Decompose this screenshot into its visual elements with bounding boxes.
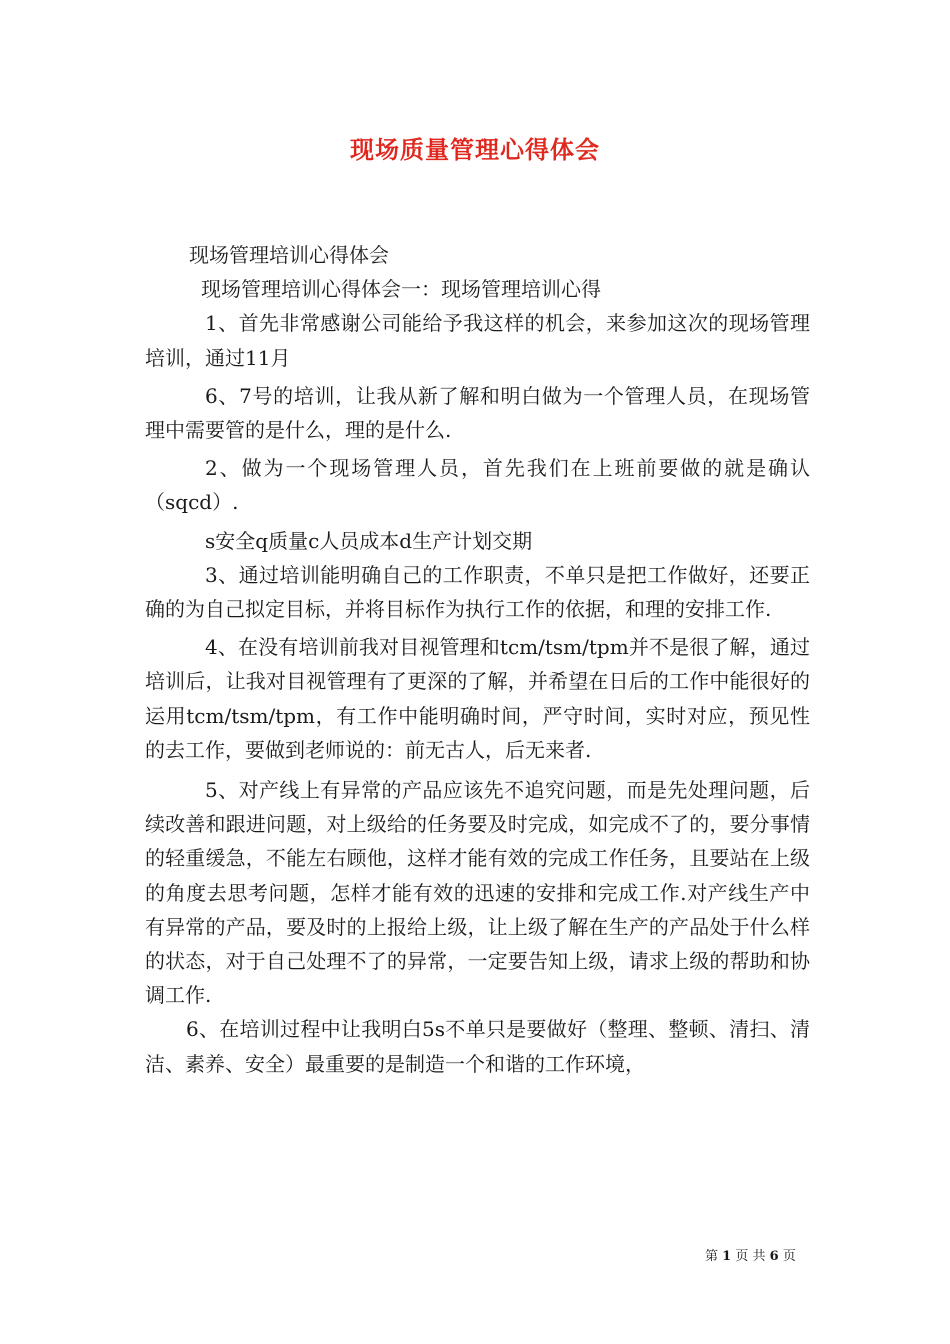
- footer-suffix: 页: [782, 1249, 796, 1264]
- paragraph: 4、在没有培训前我对目视管理和tcm/tsm/tpm并不是很了解，通过培训后，让我对目视管理有了更深的了解，并希望在日后的工作中能很好的运用tcm/tsm/tpm，有工作中能明确时间，严守时间，实时对应，预见性的去工作，要做到老师说的：前无古人，后无来者.: [145, 635, 810, 762]
- footer-middle: 页 共: [735, 1249, 766, 1264]
- paragraph-subtitle: 现场管理培训心得体会: [189, 243, 389, 267]
- paragraph: 6、在培训过程中让我明白5s不单只是要做好（整理、整顿、清扫、清洁、素养、安全）最重要的是制造一个和谐的工作环境，: [145, 1017, 810, 1076]
- paragraph: 6、7号的培训，让我从新了解和明白做为一个管理人员，在现场管理中需要管的是什么，理的是什么.: [145, 383, 810, 443]
- footer-prefix: 第: [705, 1249, 719, 1264]
- document-title: 现场质量管理心得体会: [350, 135, 600, 164]
- paragraph: 1、首先非常感谢公司能给予我这样的机会，来参加这次的现场管理培训，通过11月: [145, 311, 810, 370]
- paragraph: 2、做为一个现场管理人员，首先我们在上班前要做的就是确认（sqcd）.: [145, 456, 810, 515]
- paragraph: 5、对产线上有异常的产品应该先不追究问题，而是先处理问题，后续改善和跟进问题，对上级给的任务要及时完成，如完成不了的，要分事情的轻重缓急，不能左右顾他，这样才能有效的完成工作任务，且要站在上级的角度去思考问题，怎样才能有效的迅速的安排和完成工作.对产线生产中有异常的产品，要及时的上报给上级，让上级了解在生产的产品处于什么样的状态，对于自己处理不了的异常，一定要告知上级，请求上级的帮助和协调工作.: [145, 778, 810, 1008]
- footer-current-page: 1: [722, 1249, 732, 1264]
- footer-total-pages: 6: [769, 1249, 779, 1264]
- paragraph: s安全q质量c人员成本d生产计划交期: [205, 528, 533, 553]
- page-number-footer: [705, 1248, 796, 1266]
- paragraph-heading: 现场管理培训心得体会一：现场管理培训心得: [201, 277, 601, 302]
- paragraph: 3、通过培训能明确自己的工作职责，不单只是把工作做好，还要正确的为自己拟定目标，并将目标作为执行工作的依据，和理的安排工作.: [145, 562, 810, 622]
- document-body: [145, 238, 810, 1081]
